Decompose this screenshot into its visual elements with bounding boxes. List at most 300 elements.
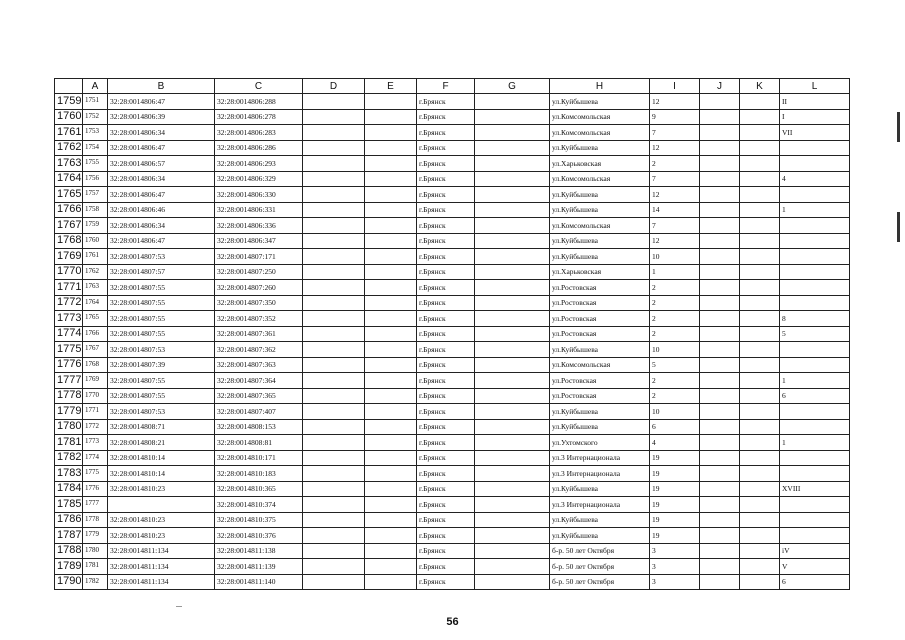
- cell-d: [303, 559, 365, 575]
- cell-k: [740, 357, 780, 373]
- column-header-row: [55, 79, 850, 94]
- table-row: [55, 249, 850, 265]
- cell-h: ул.Комсомольская: [550, 218, 650, 234]
- cell-a: 1779: [83, 528, 108, 544]
- cell-b: 32:28:0014806:39: [108, 109, 215, 125]
- cell-b: 32:28:0014807:55: [108, 280, 215, 296]
- cell-f: г.Брянск: [417, 481, 475, 497]
- cell-f: г.Брянск: [417, 249, 475, 265]
- cell-d: [303, 481, 365, 497]
- cell-e: [365, 342, 417, 358]
- cell-g: [475, 125, 550, 141]
- cell-e: [365, 512, 417, 528]
- cell-f: г.Брянск: [417, 326, 475, 342]
- cell-c: 32:28:0014806:293: [215, 156, 303, 172]
- cell-a: 1766: [83, 326, 108, 342]
- cell-f: г.Брянск: [417, 512, 475, 528]
- cell-b: 32:28:0014806:57: [108, 156, 215, 172]
- cell-a: 1780: [83, 543, 108, 559]
- cell-h: ул.Куйбышева: [550, 342, 650, 358]
- cell-f: г.Брянск: [417, 388, 475, 404]
- cell-h: ул.Куйбышева: [550, 187, 650, 203]
- cell-g: [475, 187, 550, 203]
- cell-h: б-р. 50 лет Октября: [550, 574, 650, 590]
- cell-c: 32:28:0014807:250: [215, 264, 303, 280]
- cell-j: [700, 342, 740, 358]
- row-number: 1775: [55, 342, 83, 358]
- cell-d: [303, 404, 365, 420]
- cell-h: ул.Ухтомского: [550, 435, 650, 451]
- cell-c: 32:28:0014808:81: [215, 435, 303, 451]
- cell-i: 12: [650, 140, 700, 156]
- cell-i: 10: [650, 249, 700, 265]
- cell-j: [700, 543, 740, 559]
- cell-k: [740, 202, 780, 218]
- column-header-a: A: [83, 79, 108, 94]
- cell-f: г.Брянск: [417, 94, 475, 110]
- cell-l: 4: [780, 171, 850, 187]
- cell-a: 1757: [83, 187, 108, 203]
- cell-j: [700, 94, 740, 110]
- cell-f: г.Брянск: [417, 264, 475, 280]
- cell-f: г.Брянск: [417, 357, 475, 373]
- cell-j: [700, 249, 740, 265]
- cell-c: 32:28:0014806:286: [215, 140, 303, 156]
- cell-b: 32:28:0014810:14: [108, 450, 215, 466]
- cell-g: [475, 326, 550, 342]
- cell-i: 6: [650, 419, 700, 435]
- cell-j: [700, 419, 740, 435]
- cell-c: 32:28:0014810:374: [215, 497, 303, 513]
- row-number: 1763: [55, 156, 83, 172]
- cell-d: [303, 280, 365, 296]
- cell-i: 2: [650, 156, 700, 172]
- row-number: 1761: [55, 125, 83, 141]
- cell-h: ул.Куйбышева: [550, 528, 650, 544]
- cell-i: 1: [650, 264, 700, 280]
- cell-h: ул.Ростовская: [550, 388, 650, 404]
- cell-d: [303, 419, 365, 435]
- cell-e: [365, 233, 417, 249]
- cell-a: 1778: [83, 512, 108, 528]
- cell-h: ул.3 Интернационала: [550, 466, 650, 482]
- cell-b: 32:28:0014806:34: [108, 171, 215, 187]
- table-row: [55, 109, 850, 125]
- cell-g: [475, 388, 550, 404]
- row-number: 1768: [55, 233, 83, 249]
- cell-j: [700, 404, 740, 420]
- cell-e: [365, 388, 417, 404]
- cell-l: 6: [780, 574, 850, 590]
- cell-a: 1777: [83, 497, 108, 513]
- cell-l: [780, 419, 850, 435]
- cell-g: [475, 528, 550, 544]
- cell-b: 32:28:0014810:14: [108, 466, 215, 482]
- cell-c: 32:28:0014811:140: [215, 574, 303, 590]
- row-number: 1790: [55, 574, 83, 590]
- cell-l: [780, 466, 850, 482]
- cell-l: [780, 528, 850, 544]
- cell-g: [475, 512, 550, 528]
- column-header-e: E: [365, 79, 417, 94]
- cell-b: 32:28:0014807:53: [108, 342, 215, 358]
- cell-e: [365, 357, 417, 373]
- cell-l: 5: [780, 326, 850, 342]
- cell-e: [365, 218, 417, 234]
- cell-a: 1769: [83, 373, 108, 389]
- cell-h: ул.Комсомольская: [550, 109, 650, 125]
- cell-c: 32:28:0014811:139: [215, 559, 303, 575]
- table-row: [55, 94, 850, 110]
- cell-k: [740, 481, 780, 497]
- scan-tick-mark: [176, 606, 182, 607]
- cell-k: [740, 125, 780, 141]
- cell-a: 1773: [83, 435, 108, 451]
- cell-g: [475, 295, 550, 311]
- table-row: [55, 218, 850, 234]
- table-row: [55, 342, 850, 358]
- cell-l: [780, 156, 850, 172]
- row-number: 1762: [55, 140, 83, 156]
- column-header-i: I: [650, 79, 700, 94]
- cell-b: 32:28:0014810:23: [108, 512, 215, 528]
- cell-c: 32:28:0014807:350: [215, 295, 303, 311]
- cell-a: 1755: [83, 156, 108, 172]
- cell-g: [475, 342, 550, 358]
- cell-b: 32:28:0014807:53: [108, 249, 215, 265]
- cell-h: ул.Куйбышева: [550, 404, 650, 420]
- cell-g: [475, 233, 550, 249]
- table-row: [55, 450, 850, 466]
- cell-f: г.Брянск: [417, 419, 475, 435]
- cell-c: 32:28:0014806:283: [215, 125, 303, 141]
- cell-k: [740, 249, 780, 265]
- cell-a: 1764: [83, 295, 108, 311]
- cell-f: г.Брянск: [417, 404, 475, 420]
- cell-c: 32:28:0014806:331: [215, 202, 303, 218]
- cell-e: [365, 404, 417, 420]
- cell-i: 2: [650, 295, 700, 311]
- cell-c: 32:28:0014807:362: [215, 342, 303, 358]
- row-number: 1778: [55, 388, 83, 404]
- table-row: [55, 481, 850, 497]
- cell-a: 1771: [83, 404, 108, 420]
- cell-e: [365, 497, 417, 513]
- cell-f: г.Брянск: [417, 295, 475, 311]
- cell-l: 8: [780, 311, 850, 327]
- cell-b: 32:28:0014811:134: [108, 559, 215, 575]
- table-row: [55, 543, 850, 559]
- cell-k: [740, 295, 780, 311]
- cell-c: 32:28:0014807:365: [215, 388, 303, 404]
- cell-l: [780, 450, 850, 466]
- cell-c: 32:28:0014810:183: [215, 466, 303, 482]
- cell-k: [740, 140, 780, 156]
- table-row: [55, 435, 850, 451]
- cell-a: 1761: [83, 249, 108, 265]
- cell-k: [740, 171, 780, 187]
- cell-j: [700, 373, 740, 389]
- cell-c: 32:28:0014810:171: [215, 450, 303, 466]
- row-number: 1771: [55, 280, 83, 296]
- cell-d: [303, 574, 365, 590]
- cell-d: [303, 295, 365, 311]
- cell-i: 19: [650, 450, 700, 466]
- cell-c: 32:28:0014808:153: [215, 419, 303, 435]
- cell-a: 1758: [83, 202, 108, 218]
- cell-i: 2: [650, 280, 700, 296]
- cell-a: 1767: [83, 342, 108, 358]
- cell-i: 2: [650, 311, 700, 327]
- cell-d: [303, 311, 365, 327]
- cell-i: 7: [650, 171, 700, 187]
- cell-d: [303, 388, 365, 404]
- cell-l: [780, 187, 850, 203]
- row-number: 1777: [55, 373, 83, 389]
- cell-l: 6: [780, 388, 850, 404]
- table-row: [55, 233, 850, 249]
- cell-k: [740, 187, 780, 203]
- cell-b: 32:28:0014806:47: [108, 140, 215, 156]
- cell-g: [475, 311, 550, 327]
- cell-d: [303, 528, 365, 544]
- cell-h: б-р. 50 лет Октября: [550, 543, 650, 559]
- cell-g: [475, 435, 550, 451]
- cell-j: [700, 280, 740, 296]
- cell-j: [700, 357, 740, 373]
- cell-h: ул.Куйбышева: [550, 481, 650, 497]
- cell-d: [303, 466, 365, 482]
- cell-h: б-р. 50 лет Октября: [550, 559, 650, 575]
- cell-c: 32:28:0014806:278: [215, 109, 303, 125]
- cell-l: [780, 295, 850, 311]
- cell-j: [700, 559, 740, 575]
- cell-e: [365, 295, 417, 311]
- table-row: [55, 512, 850, 528]
- row-number: 1767: [55, 218, 83, 234]
- cell-k: [740, 218, 780, 234]
- column-header-j: J: [700, 79, 740, 94]
- cell-d: [303, 94, 365, 110]
- row-number: 1770: [55, 264, 83, 280]
- cell-j: [700, 512, 740, 528]
- cell-b: 32:28:0014808:71: [108, 419, 215, 435]
- cell-g: [475, 497, 550, 513]
- cell-a: 1775: [83, 466, 108, 482]
- cell-l: [780, 280, 850, 296]
- row-number: 1781: [55, 435, 83, 451]
- cell-k: [740, 373, 780, 389]
- scan-edge-mark: [897, 112, 900, 142]
- cell-e: [365, 574, 417, 590]
- cell-g: [475, 559, 550, 575]
- cell-b: 32:28:0014806:47: [108, 187, 215, 203]
- cell-e: [365, 435, 417, 451]
- cell-f: г.Брянск: [417, 543, 475, 559]
- cell-d: [303, 233, 365, 249]
- cell-i: 19: [650, 466, 700, 482]
- cell-j: [700, 450, 740, 466]
- cell-f: г.Брянск: [417, 140, 475, 156]
- cell-i: 7: [650, 218, 700, 234]
- cell-j: [700, 218, 740, 234]
- cell-i: 9: [650, 109, 700, 125]
- cell-j: [700, 326, 740, 342]
- cell-b: 32:28:0014807:55: [108, 295, 215, 311]
- cell-h: ул.Ростовская: [550, 295, 650, 311]
- table-row: [55, 373, 850, 389]
- cell-g: [475, 466, 550, 482]
- cell-b: 32:28:0014806:47: [108, 233, 215, 249]
- cell-a: 1768: [83, 357, 108, 373]
- cell-d: [303, 187, 365, 203]
- cell-f: г.Брянск: [417, 559, 475, 575]
- cell-e: [365, 264, 417, 280]
- cell-l: II: [780, 94, 850, 110]
- table-row: [55, 264, 850, 280]
- cell-l: XVIII: [780, 481, 850, 497]
- table-row: [55, 419, 850, 435]
- cell-d: [303, 497, 365, 513]
- cell-e: [365, 125, 417, 141]
- cell-b: 32:28:0014807:55: [108, 373, 215, 389]
- cell-h: ул.Ростовская: [550, 326, 650, 342]
- cell-l: VII: [780, 125, 850, 141]
- row-number: 1776: [55, 357, 83, 373]
- cell-j: [700, 497, 740, 513]
- row-number: 1787: [55, 528, 83, 544]
- cell-h: ул.Куйбышева: [550, 94, 650, 110]
- cell-j: [700, 466, 740, 482]
- spreadsheet-table: [54, 78, 850, 590]
- cell-j: [700, 202, 740, 218]
- cell-d: [303, 435, 365, 451]
- cell-g: [475, 419, 550, 435]
- cell-k: [740, 450, 780, 466]
- cell-a: 1763: [83, 280, 108, 296]
- cell-f: г.Брянск: [417, 109, 475, 125]
- cell-f: г.Брянск: [417, 218, 475, 234]
- cell-b: 32:28:0014807:55: [108, 311, 215, 327]
- column-header-g: G: [475, 79, 550, 94]
- cell-i: 10: [650, 342, 700, 358]
- cell-e: [365, 140, 417, 156]
- cell-e: [365, 528, 417, 544]
- row-number: 1765: [55, 187, 83, 203]
- cell-g: [475, 373, 550, 389]
- row-number: 1788: [55, 543, 83, 559]
- cell-g: [475, 94, 550, 110]
- table-row: [55, 202, 850, 218]
- table-row: [55, 140, 850, 156]
- cell-f: г.Брянск: [417, 528, 475, 544]
- cell-a: 1782: [83, 574, 108, 590]
- cell-i: 10: [650, 404, 700, 420]
- cell-h: ул.Харьковская: [550, 156, 650, 172]
- cell-d: [303, 249, 365, 265]
- cell-d: [303, 218, 365, 234]
- cell-e: [365, 202, 417, 218]
- cell-c: 32:28:0014810:375: [215, 512, 303, 528]
- row-number: 1779: [55, 404, 83, 420]
- cell-g: [475, 140, 550, 156]
- cell-l: iV: [780, 543, 850, 559]
- table-row: [55, 497, 850, 513]
- cell-f: г.Брянск: [417, 171, 475, 187]
- table-row: [55, 295, 850, 311]
- column-header-b: B: [108, 79, 215, 94]
- table-row: [55, 311, 850, 327]
- cell-c: 32:28:0014807:352: [215, 311, 303, 327]
- cell-h: ул.Куйбышева: [550, 419, 650, 435]
- table-row: [55, 326, 850, 342]
- table-row: [55, 528, 850, 544]
- cell-f: г.Брянск: [417, 342, 475, 358]
- cell-h: ул.Куйбышева: [550, 512, 650, 528]
- cell-l: 1: [780, 202, 850, 218]
- cell-d: [303, 326, 365, 342]
- cell-j: [700, 295, 740, 311]
- cell-a: 1753: [83, 125, 108, 141]
- cell-e: [365, 156, 417, 172]
- cell-g: [475, 171, 550, 187]
- cell-e: [365, 171, 417, 187]
- cell-f: г.Брянск: [417, 202, 475, 218]
- row-number: 1774: [55, 326, 83, 342]
- cell-k: [740, 497, 780, 513]
- cell-c: 32:28:0014810:365: [215, 481, 303, 497]
- row-number: 1783: [55, 466, 83, 482]
- cell-a: 1752: [83, 109, 108, 125]
- cell-k: [740, 543, 780, 559]
- cell-l: [780, 404, 850, 420]
- cell-h: ул.Комсомольская: [550, 171, 650, 187]
- cell-k: [740, 109, 780, 125]
- cell-e: [365, 481, 417, 497]
- cell-d: [303, 140, 365, 156]
- cell-a: 1762: [83, 264, 108, 280]
- cell-e: [365, 311, 417, 327]
- cell-b: 32:28:0014810:23: [108, 481, 215, 497]
- cell-d: [303, 125, 365, 141]
- cell-a: 1774: [83, 450, 108, 466]
- cell-a: 1765: [83, 311, 108, 327]
- cell-c: 32:28:0014807:361: [215, 326, 303, 342]
- cell-l: [780, 140, 850, 156]
- cell-g: [475, 450, 550, 466]
- row-number: 1785: [55, 497, 83, 513]
- row-number: 1786: [55, 512, 83, 528]
- cell-g: [475, 202, 550, 218]
- cell-l: I: [780, 109, 850, 125]
- cell-k: [740, 559, 780, 575]
- cell-h: ул.Куйбышева: [550, 249, 650, 265]
- cell-i: 3: [650, 574, 700, 590]
- cell-b: 32:28:0014807:55: [108, 388, 215, 404]
- cell-j: [700, 528, 740, 544]
- cell-b: 32:28:0014807:57: [108, 264, 215, 280]
- cell-l: [780, 264, 850, 280]
- table-row: [55, 466, 850, 482]
- cell-c: 32:28:0014807:260: [215, 280, 303, 296]
- cell-b: 32:28:0014807:55: [108, 326, 215, 342]
- cell-g: [475, 218, 550, 234]
- column-header-f: F: [417, 79, 475, 94]
- scan-edge-mark: [897, 212, 900, 242]
- cell-j: [700, 264, 740, 280]
- cell-a: 1772: [83, 419, 108, 435]
- row-number: 1772: [55, 295, 83, 311]
